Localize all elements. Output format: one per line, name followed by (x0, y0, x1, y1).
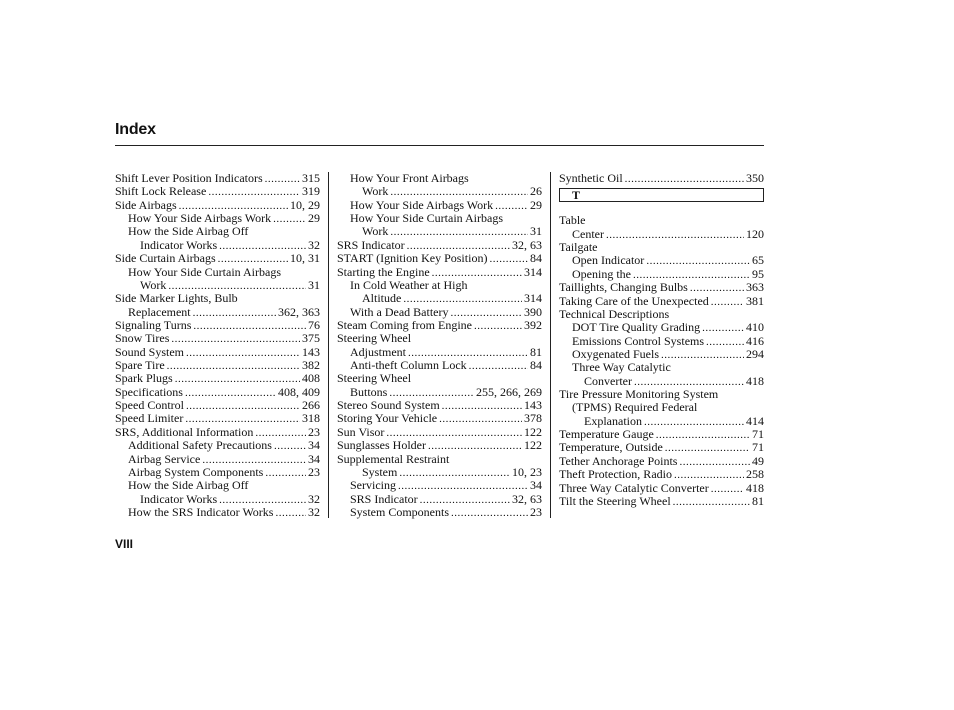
index-term: Indicator Works (140, 492, 218, 506)
dot-leader (439, 413, 522, 425)
index-page-numbers: 382 (302, 359, 320, 373)
index-page-numbers: 95 (752, 267, 764, 281)
index-term: Three Way Catalytic Converter (559, 481, 709, 495)
index-page-numbers: 143 (302, 345, 320, 359)
index-term: Table (559, 214, 586, 228)
index-page-numbers: 65 (752, 254, 764, 268)
dot-leader (408, 347, 528, 359)
index-term: How Your Side Curtain Airbags (128, 265, 282, 279)
index-page-numbers: 314 (524, 292, 542, 306)
index-term: Spare Tire (115, 359, 165, 373)
index-term: Anti-theft Column Lock (350, 359, 467, 373)
dot-leader (255, 427, 306, 439)
index-page-numbers: 32 (308, 505, 320, 519)
index-entry (115, 493, 320, 506)
index-term: How Your Side Curtain Airbags (350, 212, 504, 226)
index-term: Temperature Gauge (559, 428, 654, 442)
dot-leader (273, 213, 306, 225)
index-term: In Cold Weather at High (350, 278, 468, 292)
index-page-numbers: 418 (746, 374, 764, 388)
index-entry (337, 359, 542, 372)
index-entry (337, 412, 542, 425)
index-page-numbers: 258 (746, 468, 764, 482)
index-entry (559, 172, 764, 185)
dot-leader (644, 416, 744, 428)
index-entry (337, 372, 542, 385)
index-term: Steering Wheel (337, 332, 412, 346)
dot-leader (390, 186, 528, 198)
index-term: Taillights, Changing Bulbs (559, 281, 688, 295)
dot-leader (420, 494, 510, 506)
index-term: Speed Limiter (115, 412, 184, 426)
dot-leader (679, 456, 750, 468)
dot-leader (398, 480, 528, 492)
index-page-numbers: 81 (752, 494, 764, 508)
index-entry (115, 279, 320, 292)
index-term: Opening the (572, 267, 631, 281)
index-page-numbers: 363 (746, 281, 764, 295)
dot-leader (474, 320, 522, 332)
index-term: Sound System (115, 345, 185, 359)
index-term: Buttons (350, 385, 388, 399)
dot-leader (390, 226, 528, 238)
index-entry (115, 479, 320, 492)
dot-leader (386, 427, 522, 439)
dot-leader (175, 373, 300, 385)
index-page-numbers: 29 (308, 212, 320, 226)
dot-leader (167, 360, 300, 372)
index-page-numbers: 23 (308, 465, 320, 479)
dot-leader (179, 200, 288, 212)
index-page-numbers: 49 (752, 454, 764, 468)
index-entry (115, 426, 320, 439)
dot-leader (202, 454, 306, 466)
index-entry (559, 495, 764, 508)
index-entry (559, 268, 764, 281)
dot-leader (495, 200, 528, 212)
index-page-numbers: 84 (530, 359, 542, 373)
index-page-numbers: 318 (302, 412, 320, 426)
index-term: START (Ignition Key Position) (337, 252, 488, 266)
index-page-numbers: 34 (530, 479, 542, 493)
index-term: Center (572, 227, 604, 241)
dot-leader (665, 442, 750, 454)
index-term: (TPMS) Required Federal (572, 401, 698, 415)
index-entry (337, 386, 542, 399)
index-term: How the SRS Indicator Works (128, 505, 274, 519)
index-page-numbers: 71 (752, 441, 764, 455)
index-page-numbers: 10, 31 (290, 252, 320, 266)
index-term: Work (140, 278, 167, 292)
dot-leader (673, 496, 750, 508)
index-term: Indicator Works (140, 238, 218, 252)
index-entry (337, 225, 542, 238)
index-entry (115, 466, 320, 479)
index-term: Explanation (584, 414, 642, 428)
dot-leader (186, 400, 300, 412)
page-number: VIII (115, 537, 134, 551)
index-page-numbers: 122 (524, 425, 542, 439)
dot-leader (389, 387, 474, 399)
index-entry (559, 308, 764, 321)
dot-leader (208, 186, 300, 198)
index-entry (337, 212, 542, 225)
index-term: Oxygenated Fuels (572, 347, 659, 361)
index-column-2 (337, 172, 542, 519)
index-term: Shift Lock Release (115, 185, 207, 199)
index-entry (115, 266, 320, 279)
index-entry (337, 306, 542, 319)
index-page-numbers: 414 (746, 414, 764, 428)
index-term: Speed Control (115, 399, 184, 413)
index-entry (559, 482, 764, 495)
index-page-numbers: 10, 23 (512, 465, 542, 479)
index-page-numbers: 34 (308, 439, 320, 453)
index-page-numbers: 31 (530, 225, 542, 239)
index-term: How the Side Airbag Off (128, 225, 249, 239)
index-entry (115, 252, 320, 265)
index-page-numbers: 266 (302, 399, 320, 413)
index-page-numbers: 408, 409 (278, 385, 320, 399)
index-entry (337, 185, 542, 198)
index-page-numbers: 26 (530, 185, 542, 199)
index-entry (115, 212, 320, 225)
index-term: Adjustment (350, 345, 406, 359)
dot-leader (656, 429, 750, 441)
index-term: With a Dead Battery (350, 305, 449, 319)
dot-leader (193, 320, 306, 332)
index-term: SRS, Additional Information (115, 425, 254, 439)
dot-leader (706, 336, 744, 348)
index-term: Side Curtain Airbags (115, 252, 216, 266)
index-page-numbers: 378 (524, 412, 542, 426)
dot-leader (450, 307, 522, 319)
dot-leader (275, 507, 306, 519)
index-entry (559, 335, 764, 348)
index-entry (559, 441, 764, 454)
index-page-numbers: 390 (524, 305, 542, 319)
index-term: Spark Plugs (115, 372, 173, 386)
index-entry (559, 428, 764, 441)
index-page-numbers: 381 (746, 294, 764, 308)
dot-leader (171, 333, 300, 345)
index-term: Stereo Sound System (337, 399, 440, 413)
index-term: Converter (584, 374, 632, 388)
index-entry (115, 292, 320, 305)
dot-leader (218, 253, 288, 265)
index-term: Theft Protection, Radio (559, 468, 672, 482)
dot-leader (185, 413, 300, 425)
index-term: Work (362, 225, 389, 239)
dot-leader (661, 349, 744, 361)
index-page-numbers: 76 (308, 318, 320, 332)
index-term: Snow Tires (115, 332, 170, 346)
index-term: Three Way Catalytic (572, 361, 671, 375)
dot-leader (674, 469, 744, 481)
index-entry (337, 252, 542, 265)
index-term: SRS Indicator (337, 238, 405, 252)
index-page-numbers: 71 (752, 428, 764, 442)
index-page-numbers: 81 (530, 345, 542, 359)
index-term: Additional Safety Precautions (128, 439, 272, 453)
index-term: DOT Tire Quality Grading (572, 321, 701, 335)
index-entry (337, 332, 542, 345)
dot-leader (219, 240, 306, 252)
index-entry (337, 479, 542, 492)
index-term: Side Airbags (115, 198, 177, 212)
index-entry (337, 426, 542, 439)
index-entry (559, 348, 764, 361)
dot-leader (265, 173, 300, 185)
index-term: Synthetic Oil (559, 172, 623, 185)
index-entry (115, 439, 320, 452)
dot-leader (711, 296, 744, 308)
column-divider-1 (328, 172, 329, 518)
index-term: Tether Anchorage Points (559, 454, 678, 468)
index-entry (115, 346, 320, 359)
index-entry (115, 306, 320, 319)
index-column-1 (115, 172, 320, 519)
dot-leader (407, 240, 510, 252)
index-page-numbers: 120 (746, 227, 764, 241)
dot-leader (711, 483, 744, 495)
index-entry (337, 239, 542, 252)
dot-leader (489, 253, 528, 265)
index-entry (337, 466, 542, 479)
dot-leader (702, 322, 744, 334)
dot-leader (274, 440, 306, 452)
index-entry (337, 453, 542, 466)
dot-leader (634, 376, 744, 388)
index-page-numbers: 408 (302, 372, 320, 386)
dot-leader (633, 269, 750, 281)
index-page-numbers: 10, 29 (290, 198, 320, 212)
index-page-numbers: 416 (746, 334, 764, 348)
index-entry (337, 506, 542, 519)
index-entry (559, 401, 764, 414)
dot-leader (451, 507, 528, 519)
index-entry (337, 172, 542, 185)
index-entry (115, 239, 320, 252)
index-page-numbers: 34 (308, 452, 320, 466)
index-page-numbers: 32, 63 (512, 492, 542, 506)
index-page-numbers: 392 (524, 318, 542, 332)
index-term: Open Indicator (572, 254, 645, 268)
index-term: Steam Coming from Engine (337, 318, 472, 332)
index-entry (559, 361, 764, 374)
index-page-numbers: 375 (302, 332, 320, 346)
index-entry (337, 292, 542, 305)
dot-leader (432, 267, 522, 279)
index-page-numbers: 31 (308, 278, 320, 292)
index-entry (337, 439, 542, 452)
index-page-numbers: 29 (530, 198, 542, 212)
index-page-numbers: 294 (746, 347, 764, 361)
index-term: Work (362, 185, 389, 199)
index-entry (559, 281, 764, 294)
index-term: Supplemental Restraint (337, 452, 450, 466)
title-rule (115, 145, 764, 146)
dot-leader (428, 440, 522, 452)
column-divider-2 (550, 172, 551, 518)
index-column-3 (559, 172, 764, 508)
index-entry (115, 332, 320, 345)
index-entry (115, 412, 320, 425)
dot-leader (185, 387, 276, 399)
index-term: Replacement (128, 305, 191, 319)
index-entry (559, 254, 764, 267)
index-term: Storing Your Vehicle (337, 412, 438, 426)
dot-leader (265, 467, 306, 479)
index-entry (337, 279, 542, 292)
index-term: Sun Visor (337, 425, 385, 439)
index-term: Tailgate (559, 241, 598, 255)
index-term: Shift Lever Position Indicators (115, 172, 263, 185)
index-page-numbers: 23 (308, 425, 320, 439)
index-term: How Your Side Airbags Work (128, 212, 272, 226)
index-page-numbers: 350 (746, 172, 764, 185)
index-entry (337, 346, 542, 359)
index-term: Tire Pressure Monitoring System (559, 388, 719, 402)
dot-leader (399, 467, 510, 479)
index-page-numbers: 314 (524, 265, 542, 279)
index-term: Sunglasses Holder (337, 439, 426, 453)
index-term: Airbag System Components (128, 465, 264, 479)
index-page-numbers: 362, 363 (278, 305, 320, 319)
index-entry (115, 185, 320, 198)
index-entry (115, 399, 320, 412)
dot-leader (193, 307, 276, 319)
index-page-numbers: 122 (524, 439, 542, 453)
index-entry (559, 388, 764, 401)
index-entry (559, 455, 764, 468)
index-term: How Your Front Airbags (350, 172, 469, 185)
index-page-numbers: 32 (308, 238, 320, 252)
index-page-numbers: 32, 63 (512, 238, 542, 252)
index-term: Temperature, Outside (559, 441, 663, 455)
dot-leader (442, 400, 522, 412)
dot-leader (469, 360, 528, 372)
index-entry (115, 453, 320, 466)
index-term: System (362, 465, 398, 479)
dot-leader (606, 229, 744, 241)
page-title: Index (115, 121, 156, 138)
index-term: How Your Side Airbags Work (350, 198, 494, 212)
section-letter-heading: T (559, 188, 764, 202)
index-page-numbers: 143 (524, 399, 542, 413)
index-term: Airbag Service (128, 452, 201, 466)
index-term: Starting the Engine (337, 265, 430, 279)
index-term: Specifications (115, 385, 183, 399)
dot-leader (168, 280, 306, 292)
index-entry (115, 199, 320, 212)
index-term: How the Side Airbag Off (128, 479, 249, 493)
index-entry (559, 415, 764, 428)
index-entry (337, 266, 542, 279)
index-page-numbers: 23 (530, 505, 542, 519)
index-page-numbers: 255, 266, 269 (476, 385, 542, 399)
index-entry (115, 319, 320, 332)
dot-leader (186, 347, 300, 359)
index-entry (115, 506, 320, 519)
index-page-numbers: 32 (308, 492, 320, 506)
index-term: Technical Descriptions (559, 307, 670, 321)
index-entry (115, 386, 320, 399)
index-entry (559, 241, 764, 254)
index-entry (559, 321, 764, 334)
index-page-numbers: 410 (746, 321, 764, 335)
index-entry (115, 372, 320, 385)
index-entry (559, 295, 764, 308)
index-term: System Components (350, 505, 450, 519)
dot-leader (690, 282, 744, 294)
index-entry (337, 319, 542, 332)
index-term: Tilt the Steering Wheel (559, 494, 671, 508)
dot-leader (646, 255, 750, 267)
index-entry (337, 399, 542, 412)
index-term: Signaling Turns (115, 318, 192, 332)
index-entry (337, 493, 542, 506)
index-entry (559, 228, 764, 241)
index-page-numbers: 319 (302, 185, 320, 199)
index-term: Emissions Control Systems (572, 334, 705, 348)
dot-leader (403, 293, 522, 305)
index-page-numbers: 315 (302, 172, 320, 185)
index-entry (559, 468, 764, 481)
index-entry (559, 375, 764, 388)
index-entry (115, 359, 320, 372)
index-term: Steering Wheel (337, 372, 412, 386)
index-term: Altitude (362, 292, 402, 306)
index-entry (115, 172, 320, 185)
dot-leader (625, 173, 744, 185)
index-entry (337, 199, 542, 212)
index-term: Servicing (350, 479, 396, 493)
dot-leader (219, 494, 306, 506)
index-page-numbers: 418 (746, 481, 764, 495)
index-term: Side Marker Lights, Bulb (115, 292, 238, 306)
index-entry (559, 214, 764, 227)
index-page-numbers: 84 (530, 252, 542, 266)
index-entry (115, 225, 320, 238)
index-term: SRS Indicator (350, 492, 418, 506)
index-term: Taking Care of the Unexpected (559, 294, 709, 308)
